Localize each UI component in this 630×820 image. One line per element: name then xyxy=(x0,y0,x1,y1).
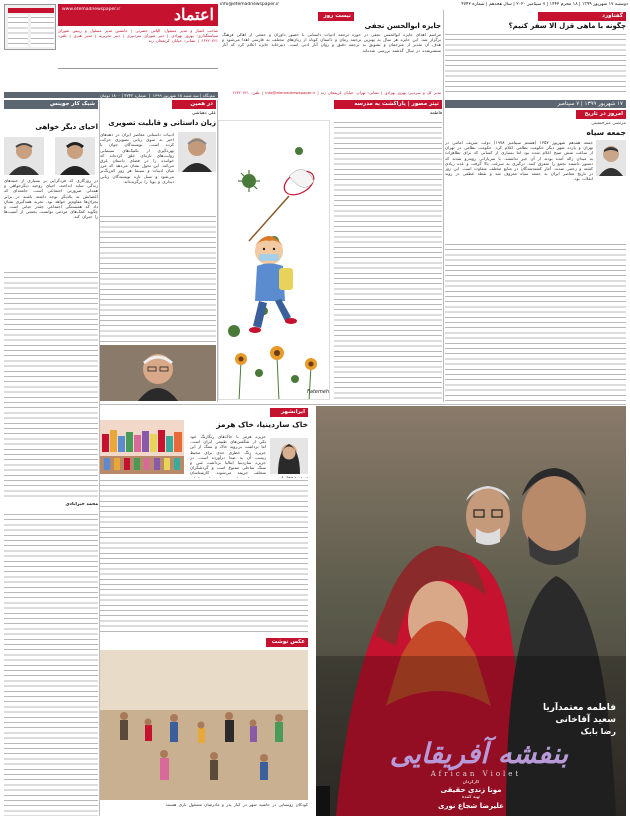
author-photo-dehbashi xyxy=(178,132,216,172)
col-left-body: در روزگاری که فردگرایی بر بسیاری از جنبه‌های زندگی سایه انداخته، احیای روحیه دیگرخواهی و همدلی ضرورتی اجتماعی است. جامعه‌ای که اعضایش به یکدیگر توجه داشته باشند در برابر بحران‌ها مقاوم‌تر خواهد بود. تجربه همه‌گیری نشان داد که همبستگی اجتماعی چقدر حیاتی است و چگونه کمک‌های مردمی توانست بخشی از آسیب‌ها را جبران کند. xyxy=(4,178,98,220)
author-photo-mirhosseini xyxy=(596,140,626,176)
column-divider xyxy=(443,10,444,402)
logo-box xyxy=(58,4,218,26)
poster-latin-title: African Violet xyxy=(430,770,522,778)
col-left-author: محمد خیرآبادی xyxy=(65,502,98,507)
cartoon-signature: Fatemeh xyxy=(307,389,330,395)
poster-side-strip xyxy=(316,786,330,816)
author-photo-left-1 xyxy=(55,137,95,175)
right-top-title: چگونه با ماهی قزل آلا سفر کنیم؟ xyxy=(508,22,626,30)
section-header-cartoon: تیتر مصور | یاراکشت به مدرسه xyxy=(334,100,442,109)
section-header-history: امروز در تاریخ xyxy=(576,110,626,119)
iranshahr-body: جزیره هرمز با خاک‌های رنگارنگ خود یکی از شگفتی‌های طبیعی ایران است. اما برداشت بی‌رویه خاک و سنگ از این جزیره زنگ خطری جدی برای محیط زیست آن به صدا درآورده است. در جزیره ساردینیا ایتالیا برداشت شن و سنگ ساحلی ممنوع است و گردشگران متخلف جریمه می‌شوند. کارشناسان xyxy=(190,434,266,476)
photo-note-caption: کودکان روستایی در حاشیه شهر در کنار پدر و مادرشان مشغول بازی هستند xyxy=(165,802,308,807)
mid-top-footer: مدیر کل و سردبیر: بهروز بهزادی | نشانی: تهران، خیابان کریمخان زند | info@etemadnewspaper.ir | تلفن: ۶۶۴۲۰۷۶۱ xyxy=(232,90,441,95)
cast-member-1: فاطمه معتمدآریا xyxy=(543,703,616,713)
child-figure xyxy=(249,236,297,333)
cartoon-column-text xyxy=(334,120,442,402)
left-ticker-line2: شماره ۴۷۴۲ | ۱۸۰۰ تومان xyxy=(99,93,147,98)
staff-box-rule xyxy=(58,68,218,69)
col-left-title: احیای دیگر خواهی xyxy=(35,123,98,131)
history-body-continued xyxy=(445,242,626,402)
col-mid-left-body: ادبیات داستانی معاصر ایران در دهه‌های اخیر به سوی زبانی تصویری حرکت کرده است. نویسندگان جوان با بهره‌گیری از تکنیک‌های سینمایی روایت‌های تازه‌ای خلق کرده‌اند که خواننده را در فضای داستان غرق می‌کند. این تحول نشان می‌دهد که مرز میان ادبیات و سینما هر روز کم‌رنگ‌تر می‌شود و نسل تازه نویسندگان زبانی دیداری و پویا را برگزیده‌اند. xyxy=(100,132,174,184)
cast-member-2: سعید آقاخانی xyxy=(555,715,616,725)
iranshahr-body-continued xyxy=(100,478,308,634)
col-mid-left-author: علی دهباشی xyxy=(192,111,216,116)
mid-top-title: جایزه ابوالحسن نجفی xyxy=(364,22,441,30)
section-divider xyxy=(100,404,626,405)
ticker-bar: ۱۷ شهریور ۱۳۹۹ | ۷ سپتامبر xyxy=(445,100,626,108)
column-divider xyxy=(99,100,100,816)
left-ticker: نیم‌نگاه | سه شنبه ۱۸ شهریور ۱۳۹۹ | شماره ۴۷۴۲ | ۱۸۰۰ تومان xyxy=(4,92,218,98)
colored-soil-jars xyxy=(100,430,184,474)
col-left-body-bottom xyxy=(4,512,98,816)
col-mid-left-body-continued xyxy=(100,214,216,342)
poster-credits xyxy=(416,780,526,814)
mid-top-body: مراسم اهدای جایزه ابوالحسن نجفی در حوزه ترجمه ادبیات داستانی با حضور داوران و جمعی از اهالی فرهنگ برگزار شد. این جایزه هر سال به بهترین ترجمه رمان و داستان کوتاه از زبان‌های مختلف به فارسی اهدا می‌شود و هدف آن تقدیر از مترجمان و تشویق به ترجمه دقیق و روان آثار ادبی است. دبیرخانه جایزه اعلام کرد که آثار منتشرشده در سال گذشته بررسی شده‌اند. xyxy=(222,32,441,53)
history-title: جمعه سیاه xyxy=(586,128,626,137)
col-left-body-continued xyxy=(4,270,98,500)
producer-label: تهیه کننده xyxy=(461,795,481,801)
director-name: مونا زندی حقیقی xyxy=(440,786,502,795)
photo-note-image xyxy=(100,650,308,800)
poster-title: بنفشه آفریقایی xyxy=(389,737,569,770)
date-line: دوشنبه ۱۷ شهریور ۱۳۹۹ | ۱۸ محرم ۱۴۴۲ | ۷ سپتامبر ۲۰۲۰ | سال هجدهم | شماره ۴۷۴۲ xyxy=(461,2,628,7)
section-header-nearby: در همین xyxy=(172,100,216,109)
flowers xyxy=(235,346,317,400)
staff-box: صاحب امتیاز و مدیر مسئول: الیاس حضرتی | جانشین مدیر مسئول و رییس شورای سیاستگذاری: بهروز بهزادی | دبیر شورای سردبیری | دبیر تحریریه | مدیر هنری | تلفن: ۶۶۴۲۰۷۶۱ | نشانی: خیابان کریمخان زند xyxy=(58,28,218,43)
section-header-goftavard: گفتاورد xyxy=(538,12,626,21)
butterfly-net xyxy=(249,166,318,241)
website-link[interactable]: www.etemadnewspaper.ir xyxy=(62,7,121,12)
portrait-photo xyxy=(100,345,216,401)
virus-icon xyxy=(238,170,260,192)
email-link[interactable]: info@etemadnewspaper.ir xyxy=(220,2,280,7)
author-photo-fakharian xyxy=(270,438,308,474)
author-photo-left-2 xyxy=(4,137,44,175)
hormuz-photo xyxy=(100,420,184,474)
front-page-thumbnail xyxy=(4,4,56,50)
producer-name: علیرضا شجاع نوری xyxy=(438,801,504,810)
col-mid-left-title: زبان داستانی و قابلیت تصویری xyxy=(108,119,216,127)
cartoon-artist: فاطمه xyxy=(429,111,442,116)
cast-member-3: رضا بابک xyxy=(580,727,616,736)
movie-poster xyxy=(316,406,626,816)
right-top-body xyxy=(445,32,626,92)
history-body: جمعه هفدهم شهریور ۱۳۵۷ (هشتم سپتامبر ۱۹۷۸) دولت شریف امامی در تهران و یازده شهر دیگر حکومت نظامی اعلام کرد. حکومت نظامی در تهران از ساعت شش صبح اعلام شده بود اما بسیاری از کسانی که برای تظاهرات به میدان ژاله آمده بودند از آن خبر نداشتند. با سربازانی روبه‌رو شدند که دستور داشتند تجمع را متفرق کنند. درگیری به سرعت بالا گرفت و عده زیادی کشته و زخمی شدند. آمار کشته‌شدگان در منابع مختلف متفاوت است. این روز در تاریخ معاصر ایران به جمعه سیاه معروف شد و نقطه عطفی در روند انقلاب بود. xyxy=(445,140,593,182)
section-header-left: شیک کار جوینس xyxy=(4,100,98,109)
director-label: کارگردان xyxy=(462,780,480,785)
column-divider xyxy=(217,100,218,402)
logo: اعتماد xyxy=(173,5,214,24)
section-header-mid-top: نیست روز xyxy=(318,12,354,21)
left-ticker-line1: نیم‌نگاه | سه شنبه ۱۸ شهریور ۱۳۹۹ xyxy=(152,93,215,98)
iranshahr-title: خاک ساردینیا، خاک هرمز xyxy=(216,420,308,429)
section-header-photo-note: عکس نوشت xyxy=(266,638,308,647)
section-header-iranshahr: ایرانشهر xyxy=(270,408,308,417)
cartoon-illustration xyxy=(218,120,330,400)
history-author: مرتضی میرحسینی xyxy=(591,121,626,126)
